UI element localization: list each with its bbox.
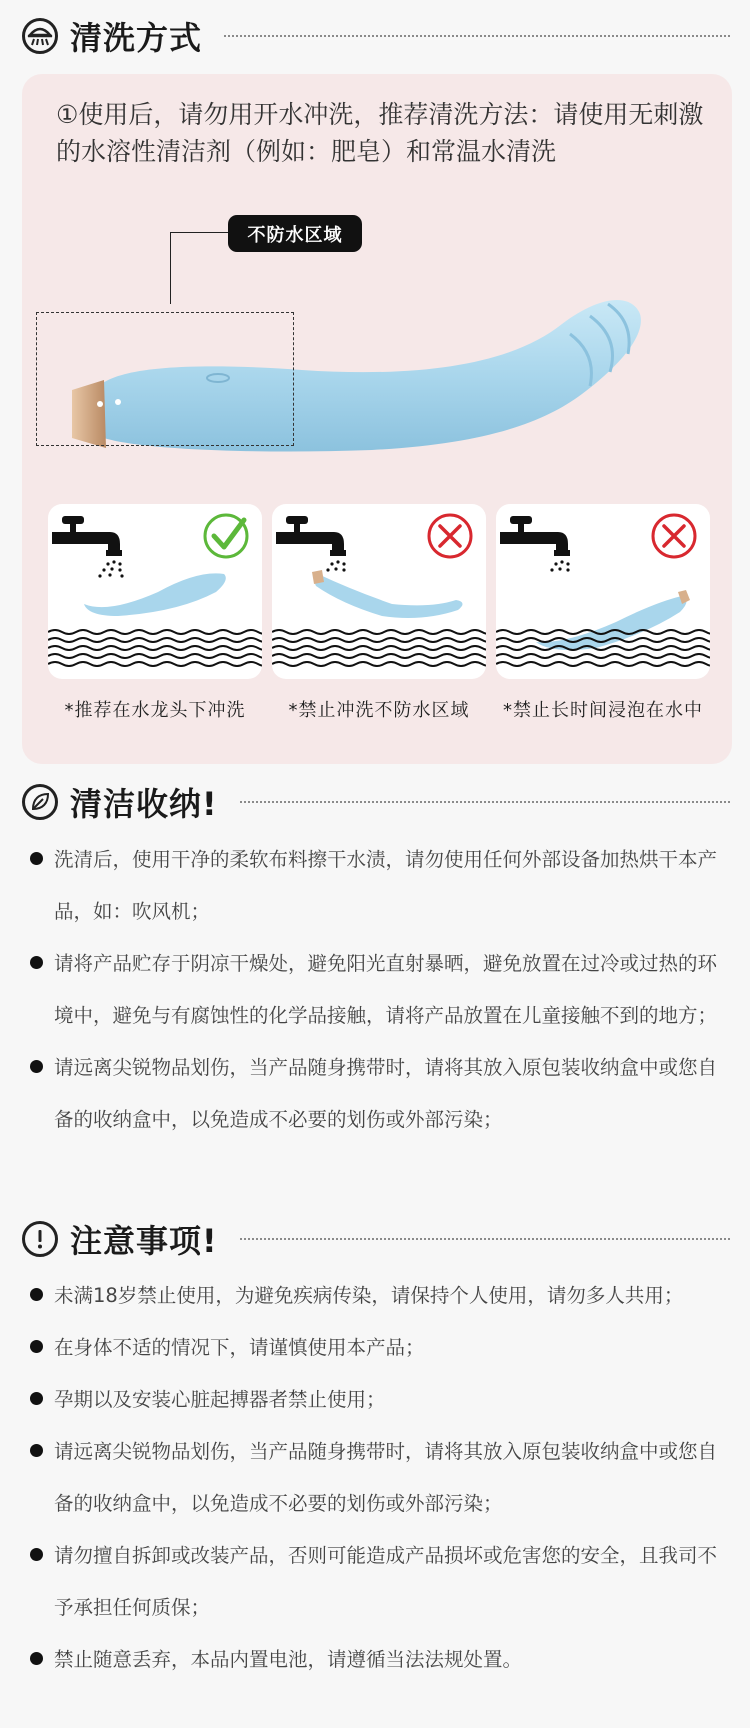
notes-item-text: 禁止随意丢弃，本品内置电池，请遵循当法法规处置。 <box>54 1648 523 1671</box>
wash-card-no-soaking <box>496 504 710 679</box>
dotted-divider <box>240 1238 730 1240</box>
wash-section-header <box>22 11 730 61</box>
zone-leader-line <box>170 232 228 233</box>
bullet-dot <box>30 1060 43 1073</box>
storage-list <box>26 834 732 1146</box>
notes-section-header <box>22 1214 730 1264</box>
storage-section-header <box>22 777 730 827</box>
faucet-icon <box>52 516 124 578</box>
list-item <box>26 1426 732 1530</box>
wash-card-forbidden-zone <box>272 504 486 679</box>
notes-item-text: 请勿擅自拆卸或改装产品，否则可能造成产品损坏或危害您的安全，且我司不予承担任何质保； <box>54 1544 718 1619</box>
wash-card-recommended <box>48 504 262 679</box>
list-item <box>26 1270 732 1322</box>
wash-caption-forbidden-zone: *禁止冲洗不防水区域 <box>288 700 470 721</box>
list-item <box>26 1530 732 1634</box>
list-item <box>26 1374 732 1426</box>
notes-item-text: 在身体不适的情况下，请谨慎使用本产品； <box>54 1336 425 1359</box>
notes-list <box>26 1270 732 1686</box>
bullet-dot <box>30 1392 43 1405</box>
wash-caption-recommended: *推荐在水龙头下冲洗 <box>64 700 246 721</box>
faucet-icon <box>276 516 346 572</box>
dotted-divider <box>224 35 730 37</box>
storage-title: 清洁收纳! <box>70 785 218 823</box>
bullet-dot <box>30 852 43 865</box>
cross-icon <box>653 515 695 557</box>
storage-item-text: 洗清后，使用干净的柔软布料擦干水渍，请勿使用任何外部设备加热烘干本产品，如：吹风机； <box>54 848 718 923</box>
faucet-icon <box>500 516 570 572</box>
notes-item-text: 孕期以及安装心脏起搏器者禁止使用； <box>54 1388 386 1411</box>
bullet-dot <box>30 1652 43 1665</box>
bullet-dot <box>30 1548 43 1561</box>
bullet-dot <box>30 1444 43 1457</box>
wave-pattern <box>272 630 486 666</box>
wash-title: 清洗方式 <box>70 19 203 57</box>
non-waterproof-zone-label: 不防水区域 <box>228 215 362 252</box>
bullet-dot <box>30 956 43 969</box>
notes-title: 注意事项! <box>70 1222 218 1260</box>
storage-item-text: 请将产品贮存于阴凉干燥处，避免阳光直射暴晒，避免放置在过冷或过热的环境中，避免与有腐蚀性的化学品接触，请将产品放置在儿童接触不到的地方； <box>54 952 718 1027</box>
non-waterproof-zone-box <box>36 312 294 446</box>
bullet-dot <box>30 1288 43 1301</box>
shower-icon <box>22 18 58 54</box>
wash-panel <box>22 74 732 764</box>
list-item <box>26 834 732 938</box>
exclamation-icon <box>22 1221 58 1257</box>
notes-item-text: 请远离尖锐物品划伤，当产品随身携带时，请将其放入原包装收纳盒中或您自备的收纳盒中，以免造成不必要的划伤或外部污染； <box>54 1440 718 1515</box>
wash-intro: ①使用后，请勿用开水冲洗，推荐清洗方法：请使用无刺激的水溶性清洁剂（例如：肥皂）和常温水清洗 <box>56 100 704 166</box>
leaf-icon <box>22 784 58 820</box>
check-icon <box>205 515 247 557</box>
wave-pattern <box>48 630 262 666</box>
list-item <box>26 938 732 1042</box>
cross-icon <box>429 515 471 557</box>
list-item <box>26 1322 732 1374</box>
list-item <box>26 1634 732 1686</box>
storage-item-text: 请远离尖锐物品划伤，当产品随身携带时，请将其放入原包装收纳盒中或您自备的收纳盒中，以免造成不必要的划伤或外部污染； <box>54 1056 718 1131</box>
wash-caption-no-soaking: *禁止长时间浸泡在水中 <box>503 700 703 721</box>
dotted-divider <box>240 801 730 803</box>
zone-leader-line <box>170 232 171 304</box>
bullet-dot <box>30 1340 43 1353</box>
list-item <box>26 1042 732 1146</box>
notes-item-text: 未满18岁禁止使用，为避免疾病传染，请保持个人使用，请勿多人共用； <box>54 1284 684 1307</box>
